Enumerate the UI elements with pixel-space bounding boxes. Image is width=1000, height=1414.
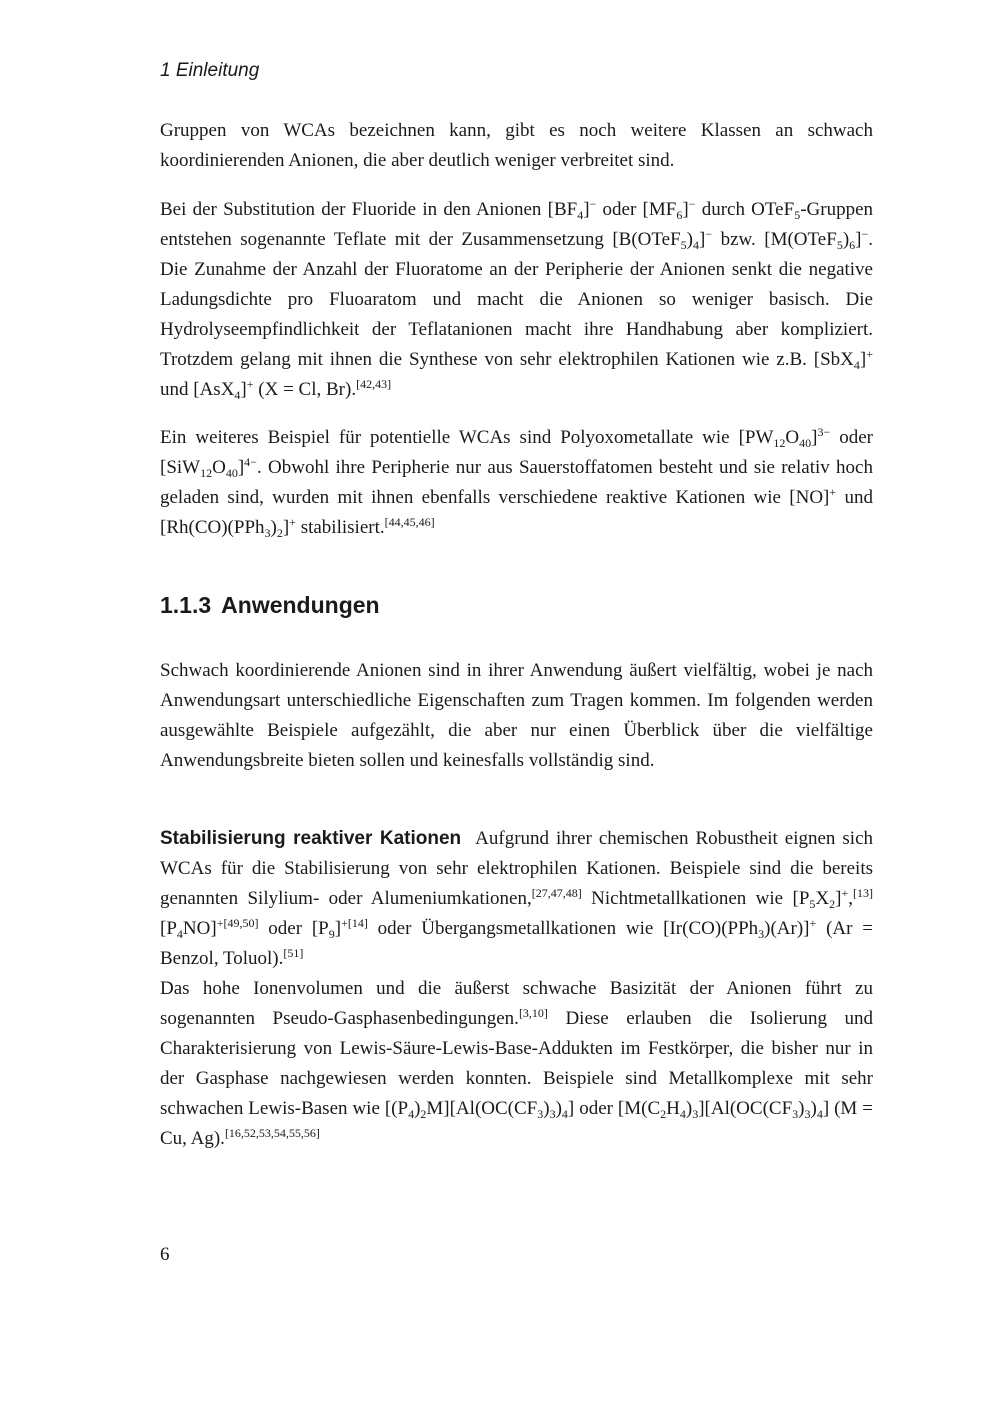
paragraph-teflate: Bei der Substitution der Fluoride in den Anionen $[BF_4]^-$ oder $[MF_6]^-$ durch OTeF$_5$-Gruppen entstehen sogenannte Teflate mit der Zusammensetzung $[B(OTeF_5)_4]^-$ bzw. $[M(OTeF_5)_6]^-$. Die Zunahme der Anzahl der Fluoratome an der Peripherie der Anionen senkt die negative Ladungsdichte pro Fluoaratom und macht die Anionen so weniger basisch. Die Hydrolyseempfindlichkeit der Teflatanionen macht ihre Handhabung aber kompliziert. Trotzdem gelang mit ihnen die Synthese von sehr elektrophilen Kationen wie z.B. [SbX$_4$]+ und [AsX$_4$]+ (X = Cl, Br).[42,43]	[160, 197, 873, 402]
paragraph-wca-classes: Gruppen von WCAs bezeichnen kann, gibt es noch weitere Klassen an schwach koordinierenden Anionen, die aber deutlich weniger verbreitet sind.	[160, 120, 873, 171]
citation[interactable]: [3,10]	[518, 1006, 548, 1020]
citation[interactable]: [14]	[347, 916, 368, 930]
running-header: 1 Einleitung	[160, 60, 260, 81]
citation[interactable]: [51]	[283, 946, 304, 960]
paragraph-polyoxometallate: Ein weiteres Beispiel für potentielle WCAs sind Polyoxometallate wie $[PW_{12}O_{40}]^{3-}$ oder $[SiW_{12}O_{40}]^{4-}$. Obwohl ihre Peripherie nur aus Sauerstoffatomen besteht und sie relativ hoch geladen sind, wurden mit ihnen ebenfalls verschiedene reaktive Kationen wie [NO]+ und $[Rh(CO)(PPh_3)_2]^+$ stabilisiert.[44,45,46]	[160, 425, 873, 540]
paragraph-applications-intro: Schwach koordinierende Anionen sind in ihrer Anwendung äußert vielfältig, wobei je nach Anwendungsart unterschiedliche Eigenschaften zum Tragen kommen. Im folgenden werden ausgewählte Beispiele aufgezählt, die aber nur einen Überblick über die vielfältige Anwendungsbreite bieten sollen und keinesfalls vollständig sind.	[160, 660, 873, 771]
citation[interactable]: [49,50]	[223, 916, 259, 930]
citation[interactable]: [44,45,46]	[384, 515, 435, 529]
run-in-heading: Stabilisierung reaktiver Kationen	[160, 828, 462, 849]
page-number: 6	[160, 1244, 170, 1265]
section-heading	[160, 592, 380, 619]
section-number: 1.1.3	[160, 592, 212, 618]
citation[interactable]: [27,47,48]	[531, 886, 582, 900]
citation[interactable]: [16,52,53,54,55,56]	[224, 1126, 320, 1140]
citation[interactable]: [42,43]	[356, 377, 392, 391]
section-title: Anwendungen	[221, 592, 380, 618]
paragraph-stabilization: Stabilisierung reaktiver Kationen Aufgrund ihrer chemischen Robustheit eignen sich WCAs für die Stabilisierung von sehr elektrophilen Kationen. Beispiele sind die bereits genannten Silylium- oder Alumeniumkationen,[27,47,48] Nichtmetallkationen wie $[P_5X_2]^+,[13]$ $[P_4NO]^{+[49,50]}$ oder $[P_9]^{+[14]}$ oder Übergangsmetallkationen wie [Ir(CO)(PPh$_3$)(Ar)]+ (Ar = Benzol, Toluol).[51] Das hohe Ionenvolumen und die äußerst schwache Basizität der Anionen führt zu sogenannten Pseudo-Gasphasenbedingungen.[3,10] Diese erlauben die Isolierung und Charakterisierung von Lewis-Säure-Lewis-Base-Addukten im Festkörper, die bisher nur in der Gasphase nachgewiesen werden konnten. Beispiele sind Metallkomplexe mit sehr schwachen Lewis-Basen wie $[(P_4)_2M][Al(OC(CF_3)_3)_4]$ oder $[M(C_2H_4)_3][Al(OC(CF_3)_3)_4] (M = Cu$, Ag).[16,52,53,54,55,56]	[160, 828, 874, 1149]
citation[interactable]: [13]	[852, 886, 873, 900]
